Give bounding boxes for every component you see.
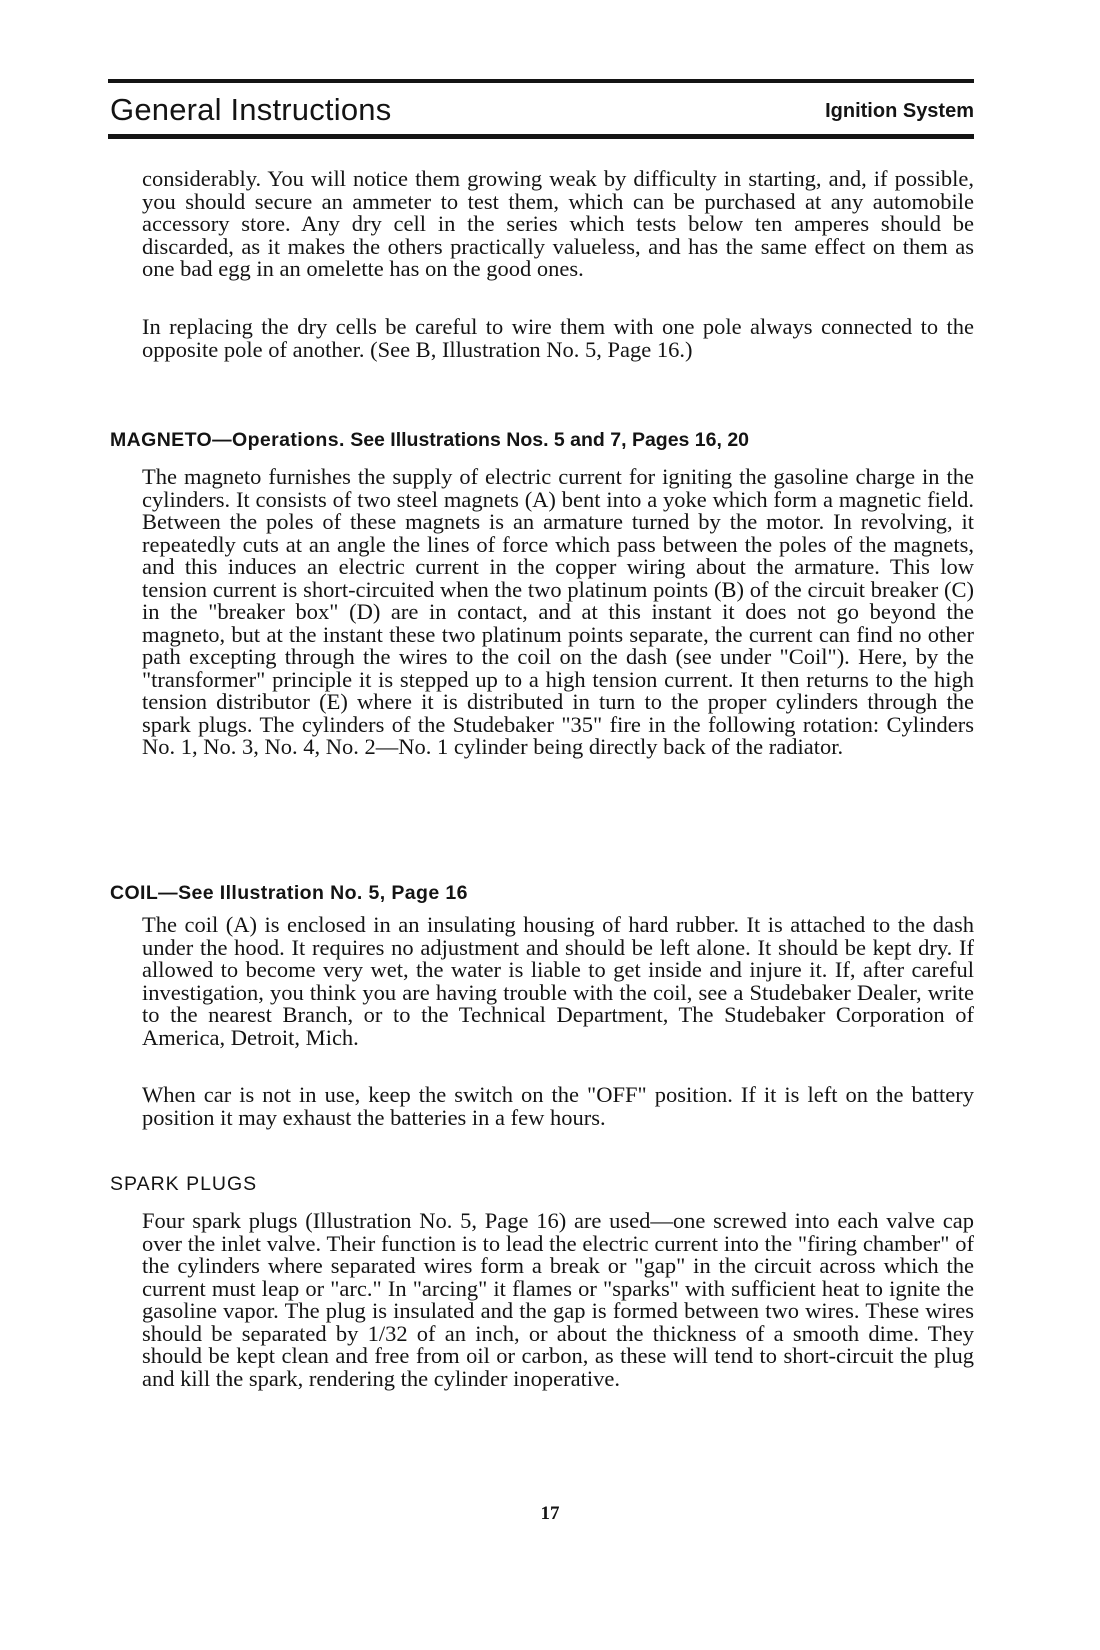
magneto-heading	[110, 429, 749, 452]
header-top-rule	[108, 79, 974, 83]
spark-plugs-heading: SPARK PLUGS	[110, 1173, 258, 1195]
coil-heading-text: COIL—See Illustration No. 5, Page 16	[110, 882, 468, 904]
page-header-title: General Instructions	[110, 92, 392, 127]
paragraph-text: Four spark plugs (Illustration No. 5, Page 16) are used—one screwed into each valve cap over the inlet valve. Their function is to lead the electric current into the "firing chamber" of the cylinders where separated wires form a break or "gap" in the circuit across which the current must leap or "arc." In "arcing" it flames or "sparks" with sufficient heat to ignite the gasoline vapor. The plug is insulated and the gap is formed between two wires. These wires should be separated by 1/32 of an inch, or about the thickness of a smooth dime. They should be kept clean and free from oil or carbon, as these will tend to short-circuit the plug and kill the spark, rendering the cylinder inoperative.	[142, 1208, 974, 1391]
spark-plugs-paragraph	[142, 1210, 974, 1390]
paragraph-text: considerably. You will notice them growing weak by difficulty in starting, and, if possible, you should secure an ammeter to test them, which can be purchased at any automobile accessory store. Any dry cell in the series which tests below ten amperes should be discarded, as it makes the others practically valueless, and has the same effect on them as one bad egg in an omelette has on the good ones.	[142, 166, 974, 281]
paragraph-text: In replacing the dry cells be careful to wire them with one pole always connected to the opposite pole of another. (See B, Illustration No. 5, Page 16.)	[142, 314, 974, 362]
paragraph-text: The coil (A) is enclosed in an insulating housing of hard rubber. It is attached to the dash under the hood. It requires no adjustment and should be left alone. It should be kept dry. If allowed to become very wet, the water is liable to get inside and injure it. If, after careful investigation, you think you are having trouble with the coil, see a Studebaker Dealer, write to the nearest Branch, or to the Technical Department, The Studebaker Corporation of America, Detroit, Mich.	[142, 912, 974, 1050]
coil-switch-paragraph	[142, 1084, 974, 1129]
page-header-section: Ignition System	[825, 100, 974, 122]
coil-heading	[110, 882, 468, 905]
intro-paragraph-dry-cells	[142, 168, 974, 281]
intro-paragraph-replacing-cells	[142, 316, 974, 361]
paragraph-text: The magneto furnishes the supply of electric current for igniting the gasoline charge in the cylinders. It consists of two steel magnets (A) bent into a yoke which form a magnetic field. Between the poles of these magnets is an armature turned by the motor. In revolving, it repeatedly cuts at an angle the lines of force which pass between the poles of the magnets, and this induces an electric current in the copper wiring about the armature. This low tension current is short-circuited when the two platinum points (B) of the circuit breaker (C) in the "breaker box" (D) are in contact, and at this instant it does not go beyond the magneto, but at the instant these two platinum points separate, the current can find no other path excepting through the wires to the coil on the dash (see under "Coil"). Here, by the "transformer" principle it is stepped up to a high tension current. It then returns to the high tension distributor (E) where it is distributed in turn to the proper cylinders through the spark plugs. The cylinders of the Studebaker "35" fire in the following rotation: Cylinders No. 1, No. 3, No. 4, No. 2—No. 1 cylinder being directly back of the radiator.	[142, 464, 974, 759]
magneto-heading-reference: See Illustrations Nos. 5 and 7, Pages 16, 20	[350, 429, 750, 451]
paragraph-text: When car is not in use, keep the switch on the "OFF" position. If it is left on the battery position it may exhaust the batteries in a few hours.	[142, 1082, 974, 1130]
header-bottom-rule	[108, 134, 974, 139]
page-number: 17	[540, 1503, 560, 1524]
magneto-paragraph	[142, 466, 974, 759]
coil-paragraph	[142, 914, 974, 1049]
magneto-heading-lead: MAGNETO—Operations.	[110, 429, 345, 451]
